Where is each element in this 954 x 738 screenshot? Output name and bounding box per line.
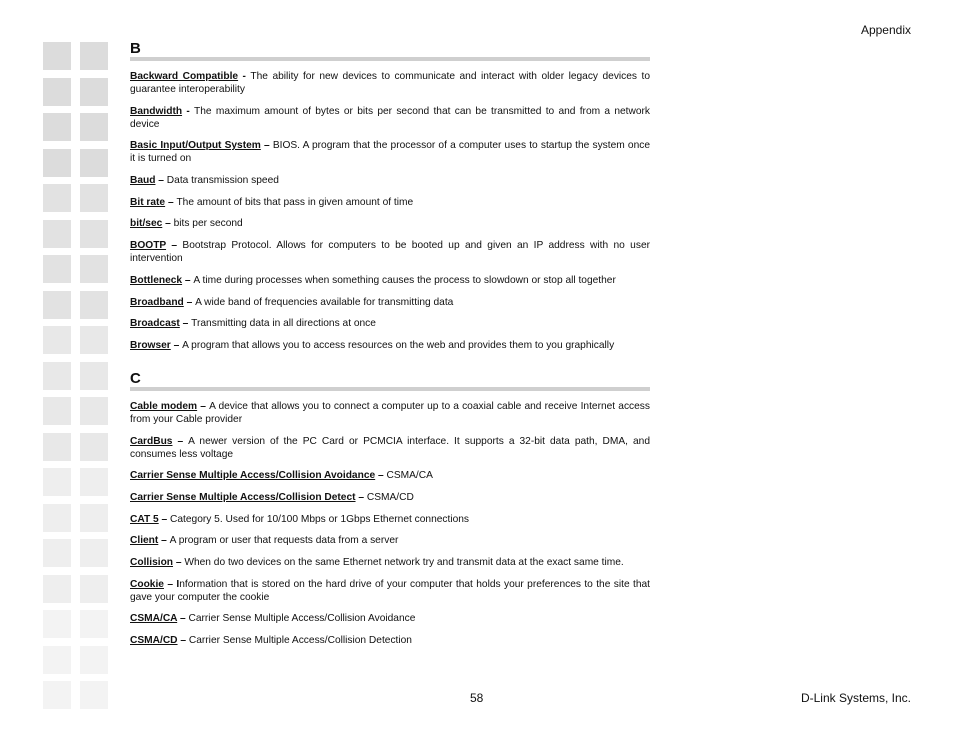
- term-separator: –: [170, 339, 183, 351]
- running-header: Appendix: [860, 23, 911, 37]
- glossary-term: Bottleneck: [130, 274, 183, 286]
- term-separator: –: [260, 140, 273, 152]
- glossary-term: Bit rate: [130, 196, 166, 208]
- page-number: 58: [470, 691, 484, 705]
- glossary-entry: [130, 469, 650, 482]
- glossary-term: Cookie: [130, 578, 164, 590]
- glossary-entry: [130, 634, 650, 647]
- term-separator: –: [165, 196, 177, 208]
- glossary-term: Browser: [130, 339, 171, 351]
- glossary-entry: [130, 435, 650, 461]
- glossary-term: CSMA/CD: [130, 635, 178, 647]
- decorative-square: [43, 504, 71, 532]
- glossary-definition: BIOS. A program that the processor of a computer uses to startup the system once it is turned on: [130, 140, 650, 165]
- glossary-term: BOOTP: [130, 240, 167, 252]
- decorative-square: [43, 468, 71, 496]
- entry-list: [130, 70, 650, 352]
- glossary-definition: The amount of bits that pass in given amount of time: [176, 196, 414, 208]
- glossary-entry: [130, 105, 650, 131]
- glossary-definition: Transmitting data in all directions at once: [191, 318, 376, 330]
- glossary-entry: [130, 534, 650, 547]
- decorative-square: [43, 539, 71, 567]
- glossary-term: Client: [130, 535, 159, 547]
- glossary-entry: [130, 139, 650, 165]
- glossary-entry: [130, 174, 650, 187]
- decorative-square: [43, 397, 71, 425]
- decorative-square: [43, 149, 71, 177]
- term-separator: –: [375, 470, 387, 482]
- term-separator: –: [177, 613, 189, 625]
- glossary-entry: [130, 239, 650, 265]
- glossary-definition: A newer version of the PC Card or PCMCIA interface. It supports a 32-bit data path, DMA, and consumes less voltage: [130, 435, 651, 460]
- section-b: [130, 40, 650, 352]
- glossary-term: Cable modem: [130, 400, 198, 412]
- glossary-entry: [130, 217, 650, 230]
- term-separator: –: [172, 435, 189, 447]
- term-separator: –: [166, 240, 183, 252]
- glossary-term: Broadband: [130, 296, 184, 308]
- decorative-square: [80, 291, 108, 319]
- decorative-square: [80, 149, 108, 177]
- glossary-entry: [130, 296, 650, 309]
- decorative-square: [43, 255, 71, 283]
- glossary-term: Collision: [130, 557, 174, 568]
- decorative-square: [43, 78, 71, 106]
- glossary-term: CardBus: [130, 435, 173, 447]
- glossary-definition: nformation that is stored on the hard drive of your computer that holds your preferences to the site that gave your computer the cookie: [130, 578, 650, 603]
- glossary-definition: Carrier Sense Multiple Access/Collision Detection: [188, 635, 412, 647]
- glossary-definition: A time during processes when something causes the process to slowdown or stop all together: [193, 274, 616, 286]
- decorative-square: [43, 433, 71, 461]
- section-rule: [130, 387, 650, 391]
- glossary-entry: [130, 513, 650, 526]
- glossary-definition: The ability for new devices to communicate and interact with older legacy devices to guarantee interoperability: [130, 71, 650, 95]
- decorative-square: [80, 255, 108, 283]
- footer-company: D-Link Systems, Inc.: [800, 691, 911, 705]
- term-separator: –: [355, 491, 367, 503]
- decorative-square: [80, 184, 108, 212]
- glossary-definition: A wide band of frequencies available for transmitting data: [195, 296, 454, 308]
- decorative-square: [43, 113, 71, 141]
- glossary-entry: [130, 491, 650, 504]
- glossary-term: Broadcast: [130, 318, 180, 330]
- glossary-content: [130, 40, 650, 656]
- glossary-entry: [130, 274, 650, 287]
- decorative-square: [43, 362, 71, 390]
- term-separator: –: [158, 513, 171, 525]
- decorative-square: [80, 433, 108, 461]
- glossary-definition: CSMA/CA: [386, 470, 433, 482]
- term-separator: –: [155, 175, 167, 187]
- decorative-square: [43, 184, 71, 212]
- term-separator: –: [173, 557, 185, 568]
- glossary-entry: [130, 317, 650, 330]
- glossary-definition: Category 5. Used for 10/100 Mbps or 1Gbps Ethernet connections: [170, 513, 470, 525]
- section-heading: C: [130, 369, 141, 387]
- term-separator: – I: [163, 578, 180, 590]
- section-c: [130, 370, 650, 647]
- decorative-square: [43, 220, 71, 248]
- decorative-square: [80, 646, 108, 674]
- glossary-definition: The maximum amount of bytes or bits per second that can be transmitted to and from a network device: [130, 105, 650, 130]
- glossary-term: Carrier Sense Multiple Access/Collision Detect: [130, 491, 356, 503]
- decorative-square: [80, 681, 108, 709]
- decorative-square: [43, 646, 71, 674]
- decorative-square: [80, 113, 108, 141]
- glossary-entry: [130, 70, 650, 96]
- glossary-term: Baud: [130, 175, 156, 187]
- decorative-square: [80, 78, 108, 106]
- glossary-term: CSMA/CA: [130, 613, 178, 625]
- decorative-square: [43, 42, 71, 70]
- decorative-square: [80, 362, 108, 390]
- section-rule: [130, 57, 650, 61]
- glossary-definition: Carrier Sense Multiple Access/Collision Avoidance: [188, 613, 416, 625]
- glossary-term: CAT 5: [130, 513, 159, 525]
- decorative-square: [80, 610, 108, 638]
- decorative-square: [80, 42, 108, 70]
- glossary-definition: When do two devices on the same Ethernet network try and transmit data at the exact same time.: [184, 557, 624, 568]
- term-separator: -: [182, 105, 194, 117]
- decorative-square: [43, 575, 71, 603]
- glossary-definition: bits per second: [173, 218, 243, 230]
- term-separator: –: [182, 274, 194, 286]
- decorative-square: [80, 575, 108, 603]
- decorative-square: [43, 326, 71, 354]
- term-separator: –: [177, 635, 189, 647]
- term-separator: -: [238, 71, 251, 82]
- decorative-square: [80, 539, 108, 567]
- term-separator: –: [183, 296, 196, 308]
- glossary-entry: [130, 339, 650, 352]
- glossary-definition: Bootstrap Protocol. Allows for computers to be booted up and given an IP address with no user intervention: [130, 240, 651, 265]
- decorative-square: [43, 610, 71, 638]
- glossary-term: Bandwidth: [130, 105, 183, 117]
- glossary-term: Basic Input/Output System: [130, 140, 261, 152]
- decorative-square: [80, 397, 108, 425]
- decorative-square: [80, 468, 108, 496]
- term-separator: –: [197, 400, 210, 412]
- section-heading: B: [130, 40, 141, 57]
- glossary-definition: CSMA/CD: [366, 491, 414, 503]
- glossary-term: Carrier Sense Multiple Access/Collision Avoidance: [130, 470, 376, 482]
- glossary-definition: A program or user that requests data from a server: [169, 535, 399, 547]
- entry-list: [130, 400, 650, 647]
- glossary-entry: [130, 556, 650, 569]
- term-separator: –: [162, 218, 174, 230]
- glossary-term: Backward Compatible: [130, 71, 239, 82]
- decorative-square: [80, 220, 108, 248]
- glossary-definition: Data transmission speed: [166, 175, 279, 187]
- glossary-definition: A device that allows you to connect a computer up to a coaxial cable and receive Internet access from your Cable provider: [130, 400, 650, 425]
- glossary-entry: [130, 196, 650, 209]
- decorative-square: [43, 291, 71, 319]
- term-separator: –: [158, 535, 170, 547]
- glossary-entry: [130, 612, 650, 625]
- glossary-entry: [130, 400, 650, 426]
- decorative-square: [80, 504, 108, 532]
- decorative-square: [80, 326, 108, 354]
- term-separator: –: [179, 318, 192, 330]
- decorative-square: [43, 681, 71, 709]
- glossary-definition: A program that allows you to access resources on the web and provides them to you graphically: [182, 339, 615, 351]
- glossary-term: bit/sec: [130, 218, 163, 230]
- glossary-entry: [130, 578, 650, 604]
